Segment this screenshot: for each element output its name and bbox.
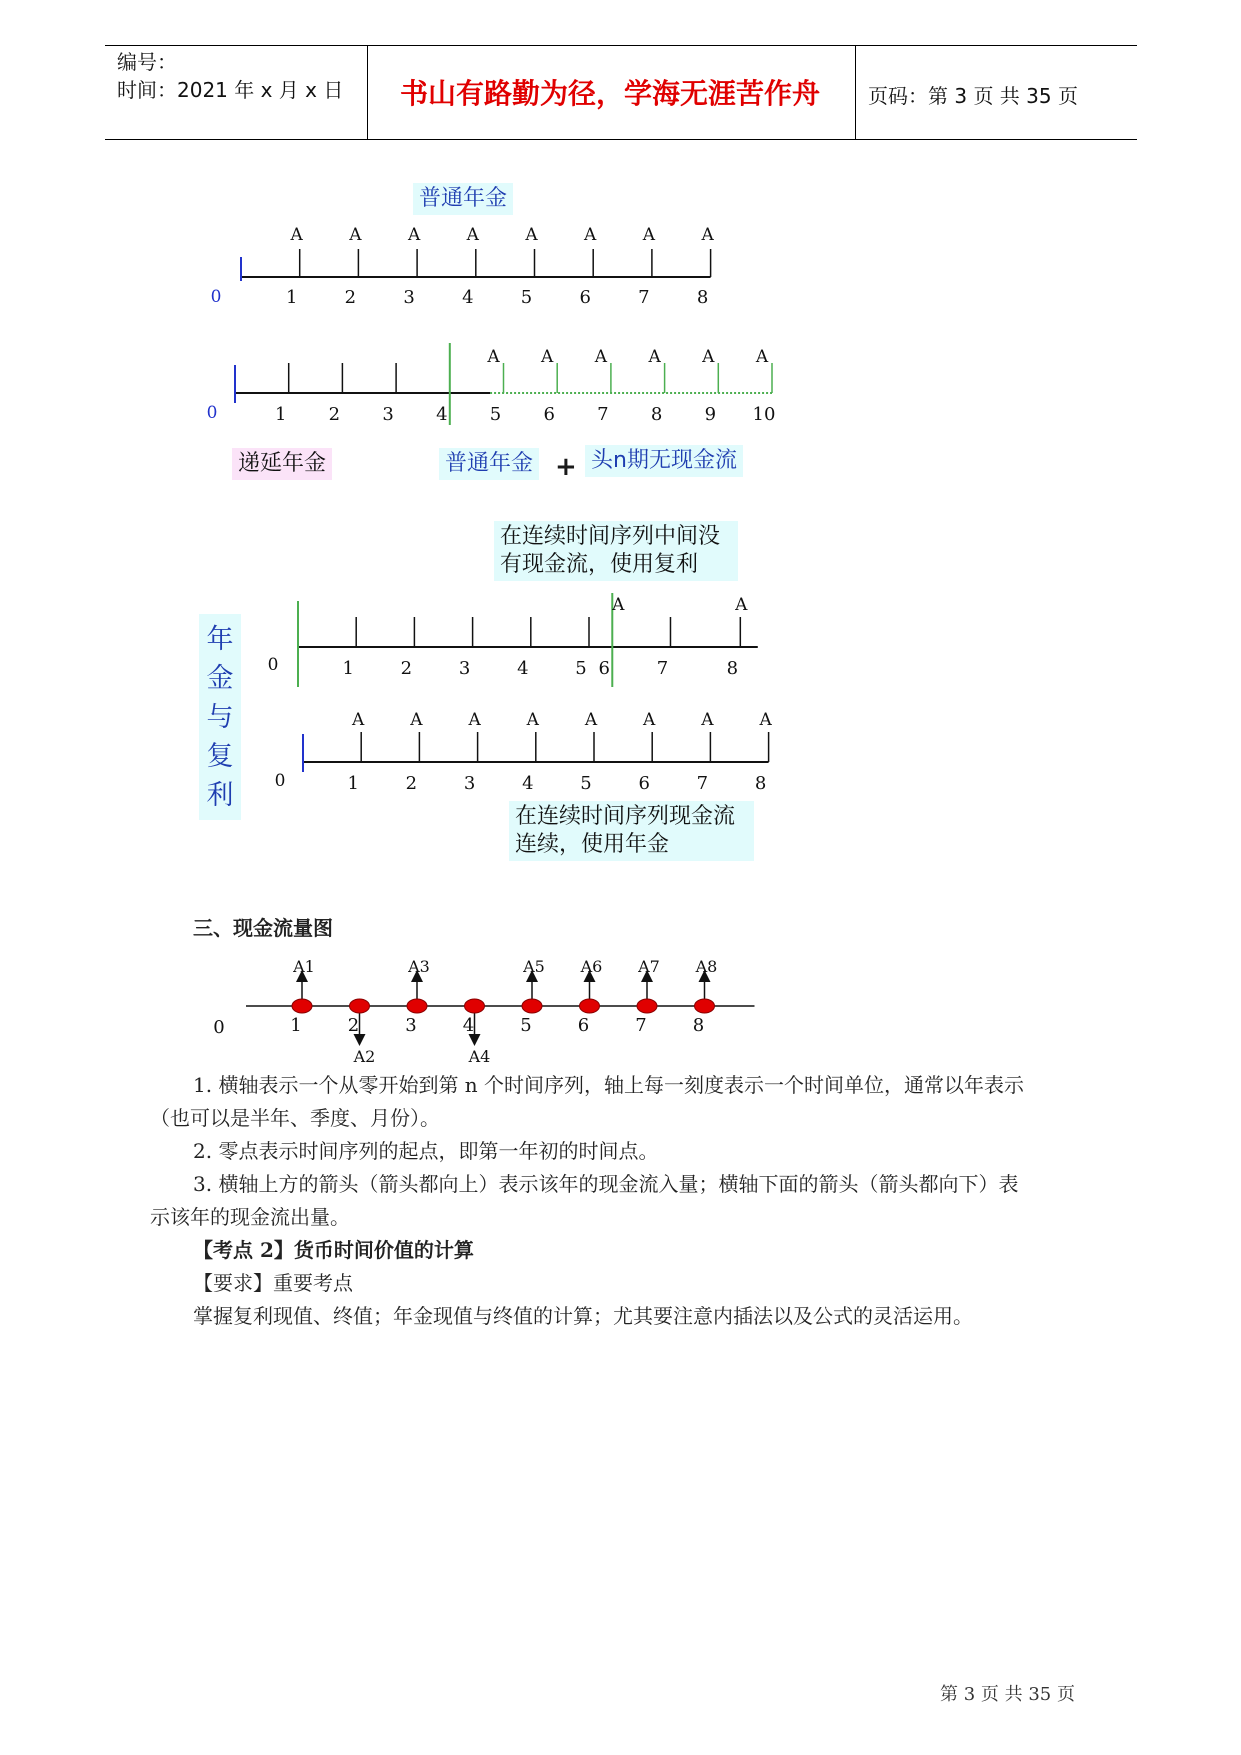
tick-label: 3 [458,658,471,679]
cashflow-point [292,999,312,1013]
tick-label: 1 [285,287,298,308]
payment-label: A [468,710,481,730]
outflow-label: A4 [468,1047,491,1066]
tick-label: 7 [597,404,609,425]
tick-label-zero: 0 [206,403,218,423]
tick-label: 3 [382,404,394,425]
tick-label: 8 [650,404,663,425]
cashflow-tick-label: 8 [692,1015,705,1036]
deferred-annuity-label: 递延年金 [232,448,332,480]
cashflow-tick-label: 4 [462,1015,475,1036]
tick-label: 7 [696,773,709,794]
tick-label: 10 [752,404,776,425]
page-footer: 第 3 页 共 35 页 [940,1684,1075,1705]
inflow-label: A5 [523,957,545,976]
payment-label: A [612,595,625,615]
payment-label: A [290,225,303,245]
payment-label: A [701,710,714,730]
cashflow-tick-label: 5 [520,1015,532,1036]
cashflow-tick-label: 6 [577,1015,590,1036]
tick-label: 8 [754,773,767,794]
payment-label: A [594,347,608,367]
tick-label: 1 [274,404,287,425]
cashflow-point [407,999,427,1013]
cashflow-tick-label: 7 [635,1015,647,1036]
payment-label: A [584,710,598,730]
payment-label: A [755,347,769,367]
payment-label: A [701,225,714,245]
paragraph-1: 1. 横轴表示一个从零开始到第 n 个时间序列，轴上每一刻度表示一个时间单位，通常以年表示 [193,1073,1025,1097]
cashflow-point [465,999,485,1013]
payment-label: A [407,225,421,245]
payment-label: A [759,710,772,730]
outflow-label: A2 [353,1047,376,1066]
payment-label: A [352,710,365,730]
tick-label: 3 [403,287,415,308]
payment-label: A [526,710,539,730]
tick-label: 6 [543,404,555,425]
payment-label: A [466,225,479,245]
inflow-label: A8 [695,957,718,976]
tick-label: 2 [405,773,418,794]
requirement: 【要求】重要考点 [193,1271,353,1295]
mastery-note: 掌握复利现值、终值；年金现值与终值的计算；尤其要注意内插法以及公式的灵活运用。 [193,1304,973,1328]
cashflow-point [695,999,715,1013]
cashflow-point [522,999,542,1013]
tick-label: 2 [328,404,341,425]
header-page-info: 页码：第 3 页 共 35 页 [868,84,1078,108]
cashflow-tick-label: 3 [405,1015,417,1036]
tick-label: 9 [704,404,717,425]
tick-label: 8 [696,287,709,308]
paragraph-3: 3. 横轴上方的箭头（箭头都向上）表示该年的现金流入量；横轴下面的箭头（箭头都向下）表 [193,1172,1019,1196]
payment-label: A [702,347,715,367]
payment-label: A [487,347,500,367]
tick-label-zero: 0 [267,655,279,675]
annuity-note-line: 在连续时间序列现金流 [515,804,736,829]
tick-label: 6 [579,287,591,308]
tick-label: 7 [638,287,650,308]
document-time: 时间：2021 年 x 月 x 日 [117,78,344,102]
cashflow-zero-label: 0 [213,1017,225,1038]
header-motto: 书山有路勤为径，学海无涯苦作舟 [399,77,820,110]
tick-label: 5 [520,287,533,308]
cashflow-point [580,999,600,1013]
section-title: 三、现金流量图 [193,916,333,940]
tick-label: 6 [638,773,650,794]
ordinary-annuity-title: 普通年金 [413,183,513,215]
cashflow-tick-label: 2 [347,1015,360,1036]
tick-label: 5 [489,404,502,425]
tick-label: 2 [344,287,357,308]
key-point-heading: 【考点 2】货币时间价值的计算 [193,1238,474,1262]
tick-label: 4 [436,404,448,425]
tick-label: 2 [400,658,413,679]
no-cashflow-label: 头n期无现金流 [585,445,743,477]
tick-label: 5 [575,658,587,679]
document-number: 编号： [117,50,177,74]
payment-label: A [349,225,362,245]
plus-sign: + [555,452,577,482]
annuity-note-line: 连续，使用年金 [515,832,670,857]
payment-label: A [410,710,423,730]
inflow-label: A1 [293,957,315,976]
tick-label: 4 [462,287,474,308]
ordinary-annuity-label: 普通年金 [439,448,539,480]
tick-label-zero: 0 [210,287,222,307]
payment-label: A [584,225,597,245]
paragraph-3-cont: 示该年的现金流出量。 [150,1205,350,1229]
compound-note-line: 有现金流，使用复利 [500,552,699,577]
inflow-label: A3 [408,957,430,976]
payment-label: A [643,710,656,730]
paragraph-2: 2. 零点表示时间序列的起点，即第一年初的时间点。 [193,1139,659,1163]
tick-label: 6 [598,658,611,679]
payment-label: A [648,347,661,367]
tick-label: 5 [580,773,592,794]
payment-label: A [642,225,656,245]
tick-label: 3 [463,773,476,794]
tick-label: 1 [342,658,354,679]
tick-label: 7 [656,658,669,679]
payment-label: A [735,595,748,615]
tick-label: 1 [347,773,359,794]
paragraph-1-cont: （也可以是半年、季度、月份）。 [150,1106,440,1130]
annuity-compound-vertical-title: 年金与复利 [199,614,241,820]
compound-note-line: 在连续时间序列中间没 [500,524,721,549]
tick-label: 4 [522,773,534,794]
tick-label: 8 [726,658,739,679]
cashflow-tick-label: 1 [290,1015,302,1036]
cashflow-point [350,999,370,1013]
payment-label: A [525,225,538,245]
tick-label: 4 [517,658,529,679]
payment-label: A [541,347,554,367]
inflow-label: A6 [580,957,603,976]
inflow-label: A7 [638,957,660,976]
cashflow-point [637,999,657,1013]
tick-label-zero: 0 [274,771,286,791]
